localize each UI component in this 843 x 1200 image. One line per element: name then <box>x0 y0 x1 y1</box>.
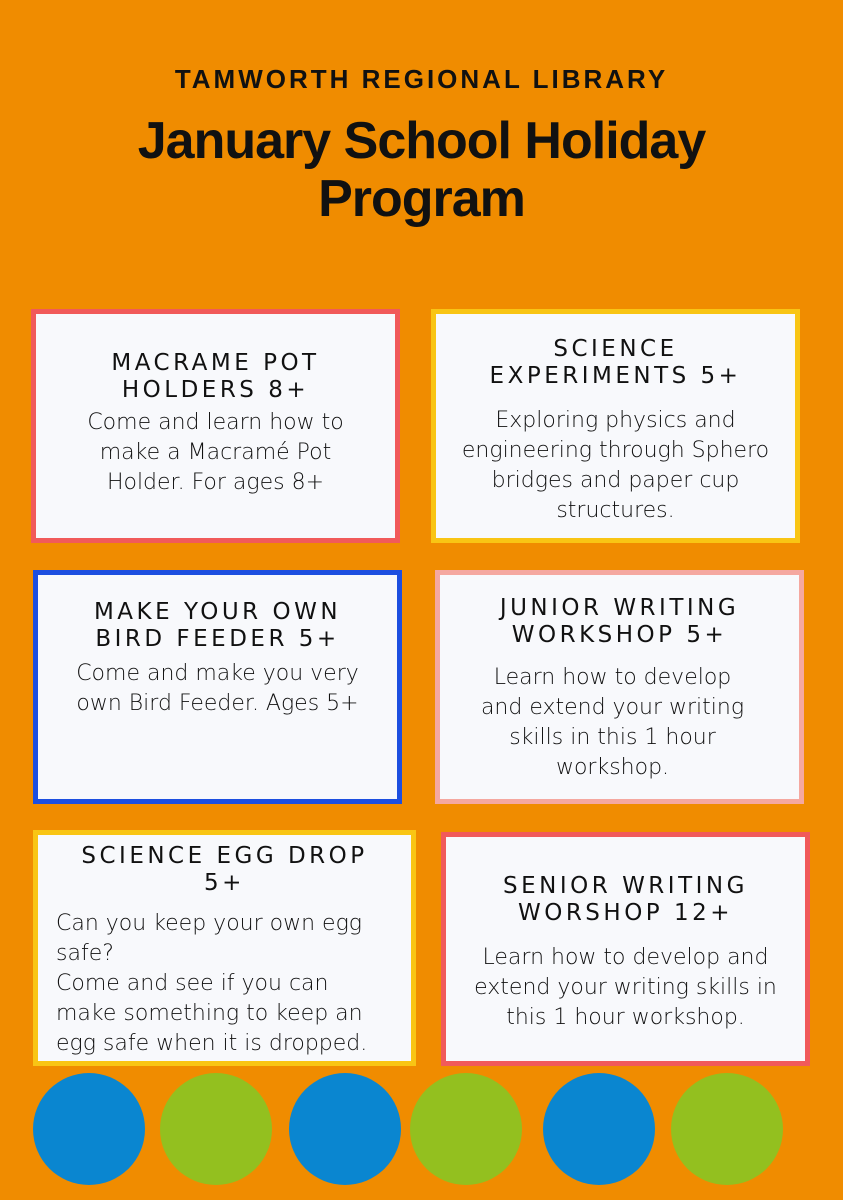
card-egg-drop <box>33 830 416 1066</box>
card-junior-writing <box>435 570 804 804</box>
card-description: Learn how to develop and extend your writing skills in this 1 hour workshop. <box>474 945 777 1030</box>
card-description: Come and learn how to make a Macramé Pot Holder. For ages 8+ <box>87 410 344 495</box>
card-description: Exploring physics and engineering through Sphero bridges and paper cup structures. <box>461 408 770 523</box>
card-heading: SCIENCE EGG DROP 5+ <box>81 843 368 896</box>
decorative-circle <box>543 1073 655 1185</box>
card-description: Learn how to develop and extend your writing skills in this 1 hour workshop. <box>480 665 745 780</box>
card-senior-writing <box>441 832 810 1066</box>
decorative-circle <box>410 1073 522 1185</box>
card-bird-feeder <box>33 570 402 804</box>
card-description: Come and see if you can make something to keep an egg safe when it is dropped. <box>56 971 368 1056</box>
card-description: Come and make you very own Bird Feeder. Ages 5+ <box>76 661 359 716</box>
page-title: January School Holiday Program <box>137 112 706 228</box>
organization-name: TAMWORTH REGIONAL LIBRARY <box>174 64 669 94</box>
card-macrame <box>31 309 400 543</box>
decorative-circle <box>671 1073 783 1185</box>
card-heading: MACRAME POT HOLDERS 8+ <box>111 350 320 403</box>
decorative-circle <box>33 1073 145 1185</box>
card-heading: MAKE YOUR OWN BIRD FEEDER 5+ <box>93 599 342 652</box>
card-heading: JUNIOR WRITING WORKSHOP 5+ <box>499 595 740 648</box>
card-description-question: Can you keep your own egg safe? <box>56 911 362 966</box>
decorative-circle <box>289 1073 401 1185</box>
card-heading: SENIOR WRITING WORSHOP 12+ <box>503 873 748 926</box>
card-heading: SCIENCE EXPERIMENTS 5+ <box>489 336 742 389</box>
decorative-circle <box>160 1073 272 1185</box>
card-science-experiments <box>431 309 800 543</box>
